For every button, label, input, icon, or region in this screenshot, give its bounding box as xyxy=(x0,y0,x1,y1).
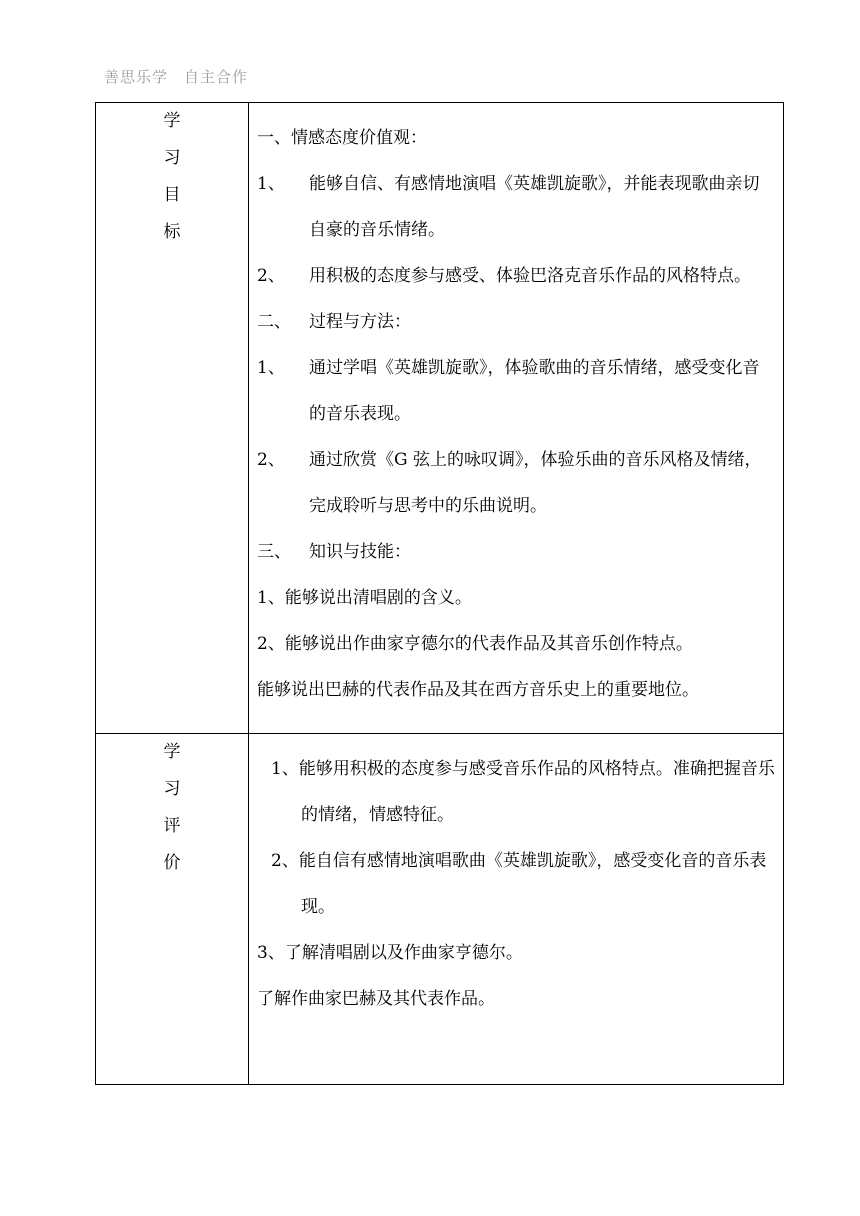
item-text: 能够自信、有感情地演唱《英雄凯旋歌》，并能表现歌曲亲切自豪的音乐情绪。 xyxy=(309,174,760,240)
section-number: 三、 xyxy=(257,542,291,562)
list-item: 2、能自信有感情地演唱歌曲《英雄凯旋歌》，感受变化音的音乐表现。 xyxy=(271,851,767,917)
evaluation-content-cell xyxy=(249,734,784,1085)
evaluation-label-char: 评 xyxy=(163,816,181,836)
goals-content-cell xyxy=(249,103,784,734)
list-item: 3、了解清唱剧以及作曲家亨德尔。 xyxy=(257,943,523,963)
goals-label-cell xyxy=(96,103,249,734)
item-number: 1、 xyxy=(257,358,285,378)
section-text: 知识与技能： xyxy=(309,542,411,562)
table-row-goals xyxy=(96,103,784,734)
list-item: 2、能够说出作曲家亨德尔的代表作品及其音乐创作特点。 xyxy=(257,634,693,654)
item-text: 通过欣赏《G 弦上的咏叹调》，体验乐曲的音乐风格及情绪，完成聆听与思考中的乐曲说明。 xyxy=(309,450,762,516)
list-item: 1、能够用积极的态度参与感受音乐作品的风格特点。准确把握音乐的情绪，情感特征。 xyxy=(271,759,775,825)
item-number: 2、 xyxy=(257,266,285,286)
item-number: 1、 xyxy=(257,174,285,194)
section-title xyxy=(257,299,775,345)
evaluation-label-char: 习 xyxy=(163,779,181,799)
section-text: 过程与方法： xyxy=(309,312,411,332)
evaluation-label-cell xyxy=(96,734,249,1085)
list-item xyxy=(257,161,775,253)
section-title: 一、情感态度价值观： xyxy=(257,128,427,148)
item-number: 2、 xyxy=(257,450,285,470)
evaluation-label-char: 学 xyxy=(163,742,181,762)
goals-label xyxy=(96,103,248,251)
evaluation-label xyxy=(96,734,248,882)
goals-label-char: 习 xyxy=(163,148,181,168)
list-item xyxy=(257,437,775,529)
goals-label-char: 标 xyxy=(163,222,181,242)
goals-label-char: 学 xyxy=(163,111,181,131)
section-number: 二、 xyxy=(257,312,291,332)
list-item xyxy=(257,345,775,437)
list-item: 了解作曲家巴赫及其代表作品。 xyxy=(257,989,495,1009)
list-item xyxy=(257,253,775,299)
list-item: 1、能够说出清唱剧的含义。 xyxy=(257,588,472,608)
lesson-table xyxy=(95,102,784,1085)
evaluation-label-char: 价 xyxy=(163,853,181,873)
page-header: 善思乐学 自主合作 xyxy=(104,68,249,86)
section-title xyxy=(257,529,775,575)
table-row-evaluation xyxy=(96,734,784,1085)
list-item: 能够说出巴赫的代表作品及其在西方音乐史上的重要地位。 xyxy=(257,680,699,700)
goals-label-char: 目 xyxy=(163,185,181,205)
item-text: 用积极的态度参与感受、体验巴洛克音乐作品的风格特点。 xyxy=(309,266,751,286)
item-text: 通过学唱《英雄凯旋歌》，体验歌曲的音乐情绪，感受变化音的音乐表现。 xyxy=(309,358,760,424)
